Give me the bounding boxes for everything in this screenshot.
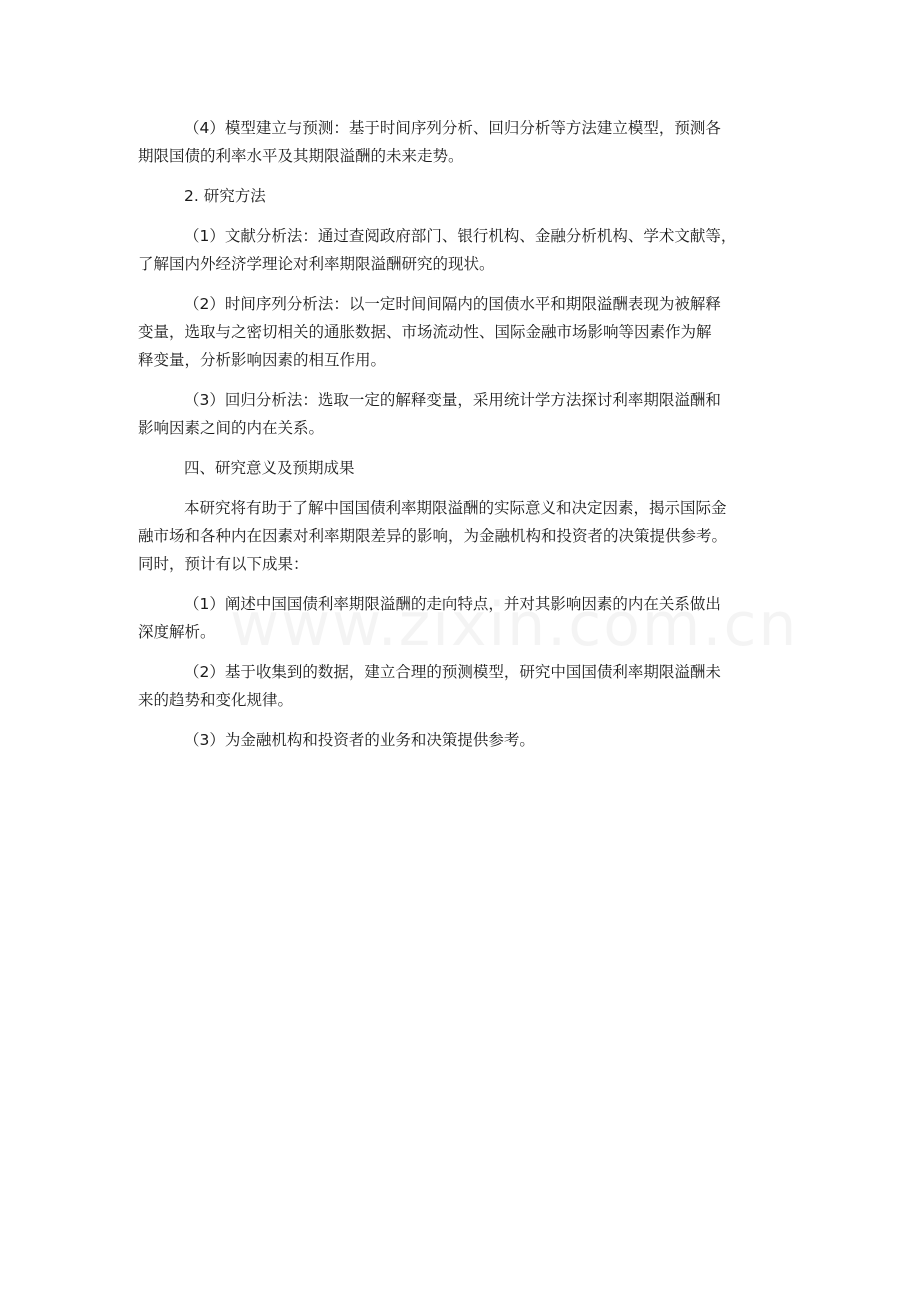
section-heading: 四、研究意义及预期成果 — [184, 459, 355, 477]
text-line: （3）为金融机构和投资者的业务和决策提供参考。 — [184, 731, 535, 749]
text-line: （2）基于收集到的数据，建立合理的预测模型，研究中国国债利率期限溢酬未 — [184, 663, 721, 681]
paragraph-research-significance — [138, 494, 798, 578]
text-line: 本研究将有助于了解中国国债利率期限溢酬的实际意义和决定因素，揭示国际金 — [184, 499, 727, 517]
text-line: 期限国债的利率水平及其期限溢酬的未来走势。 — [138, 147, 464, 165]
text-line: （1）文献分析法：通过查阅政府部门、银行机构、金融分析机构、学术文献等， — [184, 227, 737, 245]
text-line: （2）时间序列分析法：以一定时间间隔内的国债水平和期限溢酬表现为被解释 — [184, 295, 721, 313]
paragraph-regression-analysis — [138, 386, 798, 442]
paragraph-time-series-analysis — [138, 290, 798, 374]
text-line: 变量，选取与之密切相关的通胀数据、市场流动性、国际金融市场影响等因素作为解 — [138, 323, 712, 341]
text-line: 释变量，分析影响因素的相互作用。 — [138, 351, 387, 369]
text-line: 同时，预计有以下成果： — [138, 555, 309, 573]
heading-significance-outcomes — [138, 454, 798, 482]
text-line: （3）回归分析法：选取一定的解释变量，采用统计学方法探讨利率期限溢酬和 — [184, 391, 721, 409]
text-line: 深度解析。 — [138, 623, 216, 641]
text-line: 了解国内外经济学理论对利率期限溢酬研究的现状。 — [138, 255, 495, 273]
text-line: （1）阐述中国国债利率期限溢酬的走向特点，并对其影响因素的内在关系做出 — [184, 595, 721, 613]
text-line: （4）模型建立与预测：基于时间序列分析、回归分析等方法建立模型，预测各 — [184, 119, 721, 137]
paragraph-literature-analysis — [138, 222, 798, 278]
text-line: 影响因素之间的内在关系。 — [138, 419, 325, 437]
text-line: 来的趋势和变化规律。 — [138, 691, 294, 709]
section-heading: 2. 研究方法 — [184, 187, 266, 205]
paragraph-model-building — [138, 114, 798, 170]
text-line: 融市场和各种内在因素对利率期限差异的影响，为金融机构和投资者的决策提供参考。 — [138, 527, 728, 545]
document-body — [138, 114, 798, 766]
paragraph-outcome-1 — [138, 590, 798, 646]
paragraph-outcome-2 — [138, 658, 798, 714]
paragraph-outcome-3 — [138, 726, 798, 754]
heading-research-methods — [138, 182, 798, 210]
